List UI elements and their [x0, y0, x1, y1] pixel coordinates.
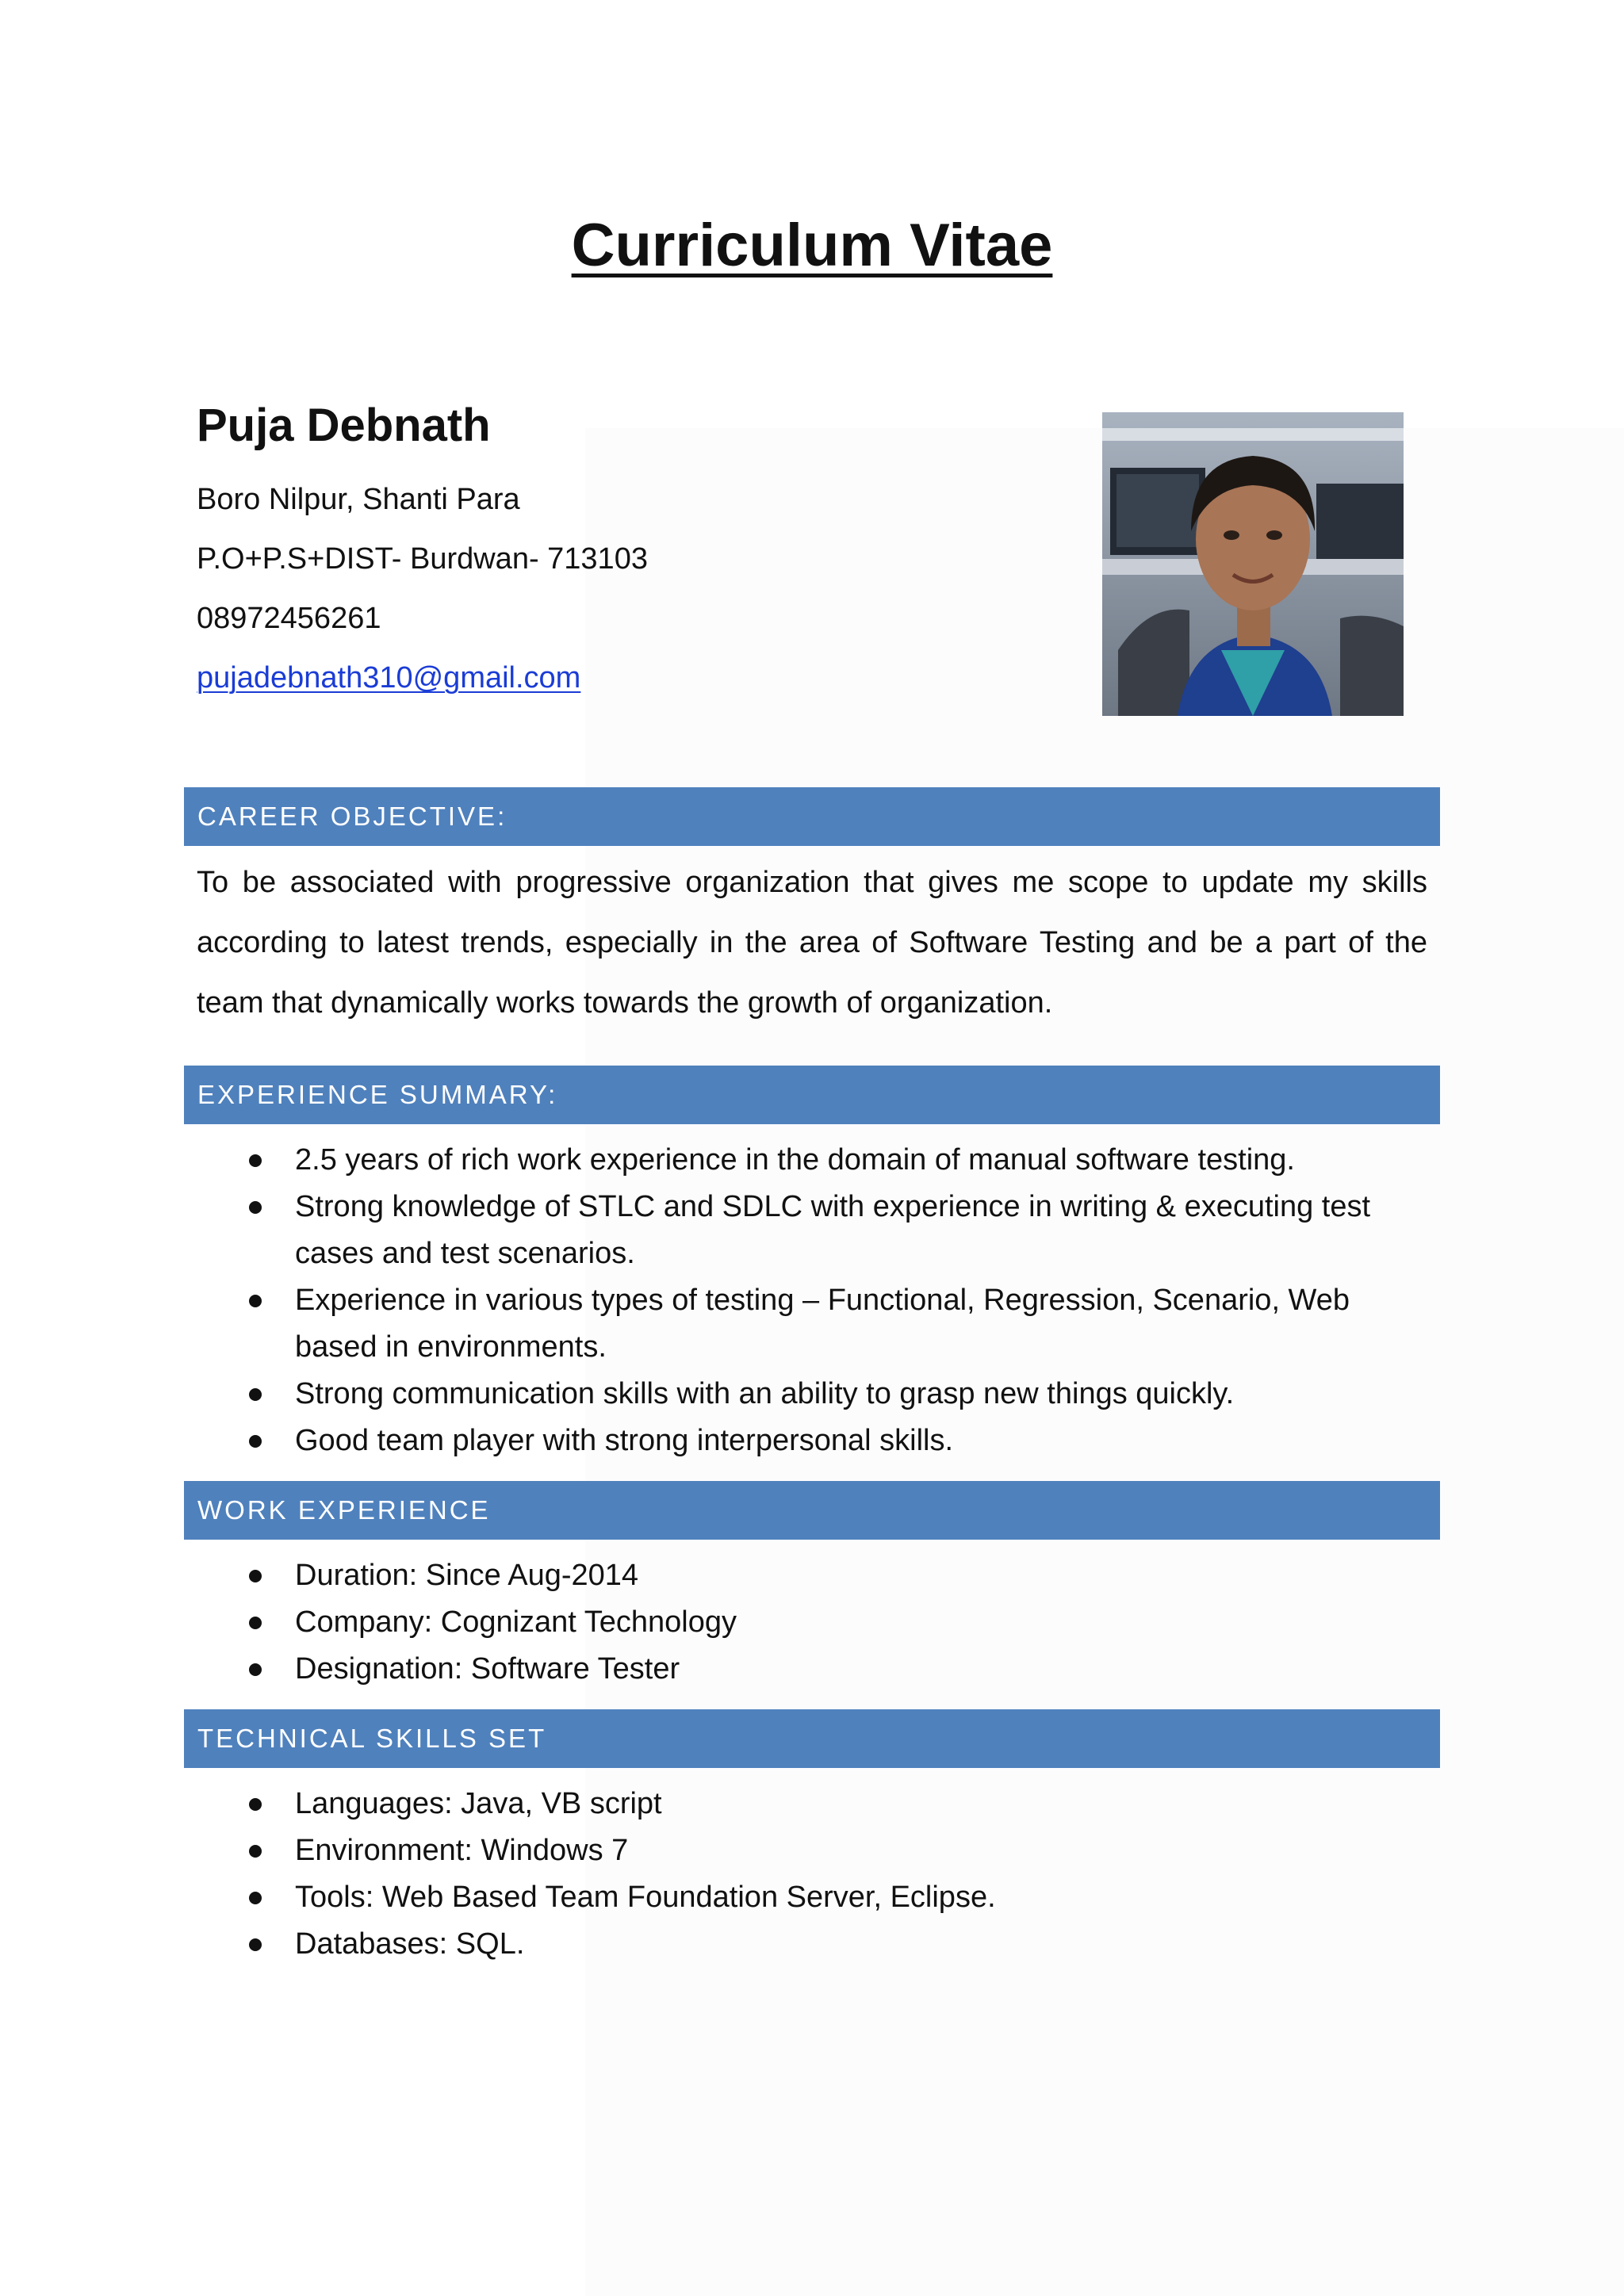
list-item: Tools: Web Based Team Foundation Server, Eclipse. [197, 1874, 1434, 1921]
list-item: Languages: Java, VB script [197, 1781, 1434, 1827]
list-item: Duration: Since Aug-2014 [197, 1552, 1434, 1599]
list-item: Strong communication skills with an ability to grasp new things quickly. [197, 1371, 1434, 1418]
list-item: Company: Cognizant Technology [197, 1599, 1434, 1646]
list-item: Designation: Software Tester [197, 1646, 1434, 1693]
career-objective-text: To be associated with progressive organization that gives me scope to update my skills according to latest trends, especially in the area of Software Testing and be a part of the team that dynamically works towards the growth of organization. [197, 866, 1427, 1020]
phone-number: 08972456261 [197, 602, 381, 635]
address-line-2: P.O+P.S+DIST- Burdwan- 713103 [197, 542, 648, 576]
candidate-name: Puja Debnath [197, 400, 491, 451]
career-objective-heading: CAREER OBJECTIVE: [184, 787, 1440, 846]
list-item: Experience in various types of testing – Functional, Regression, Scenario, Web based in environments. [197, 1277, 1434, 1371]
list-item: Strong knowledge of STLC and SDLC with experience in writing & executing test cases and test scenarios. [197, 1184, 1434, 1277]
technical-skills-heading: TECHNICAL SKILLS SET [184, 1709, 1440, 1768]
list-item: Environment: Windows 7 [197, 1827, 1434, 1874]
profile-photo [1102, 412, 1404, 716]
email-line [197, 660, 580, 697]
technical-skills-list [197, 1781, 1434, 1968]
experience-summary-list [197, 1137, 1434, 1464]
list-item: Good team player with strong interpersonal skills. [197, 1418, 1434, 1464]
work-experience-list [197, 1552, 1434, 1693]
document-title: Curriculum Vitae [571, 212, 1053, 279]
list-item: Databases: SQL. [197, 1921, 1434, 1968]
work-experience-heading: WORK EXPERIENCE [184, 1481, 1440, 1540]
list-item: 2.5 years of rich work experience in the domain of manual software testing. [197, 1137, 1434, 1184]
address-line-1: Boro Nilpur, Shanti Para [197, 483, 520, 516]
email-link[interactable]: pujadebnath310@gmail.com [197, 661, 581, 695]
experience-summary-heading: EXPERIENCE SUMMARY: [184, 1066, 1440, 1124]
